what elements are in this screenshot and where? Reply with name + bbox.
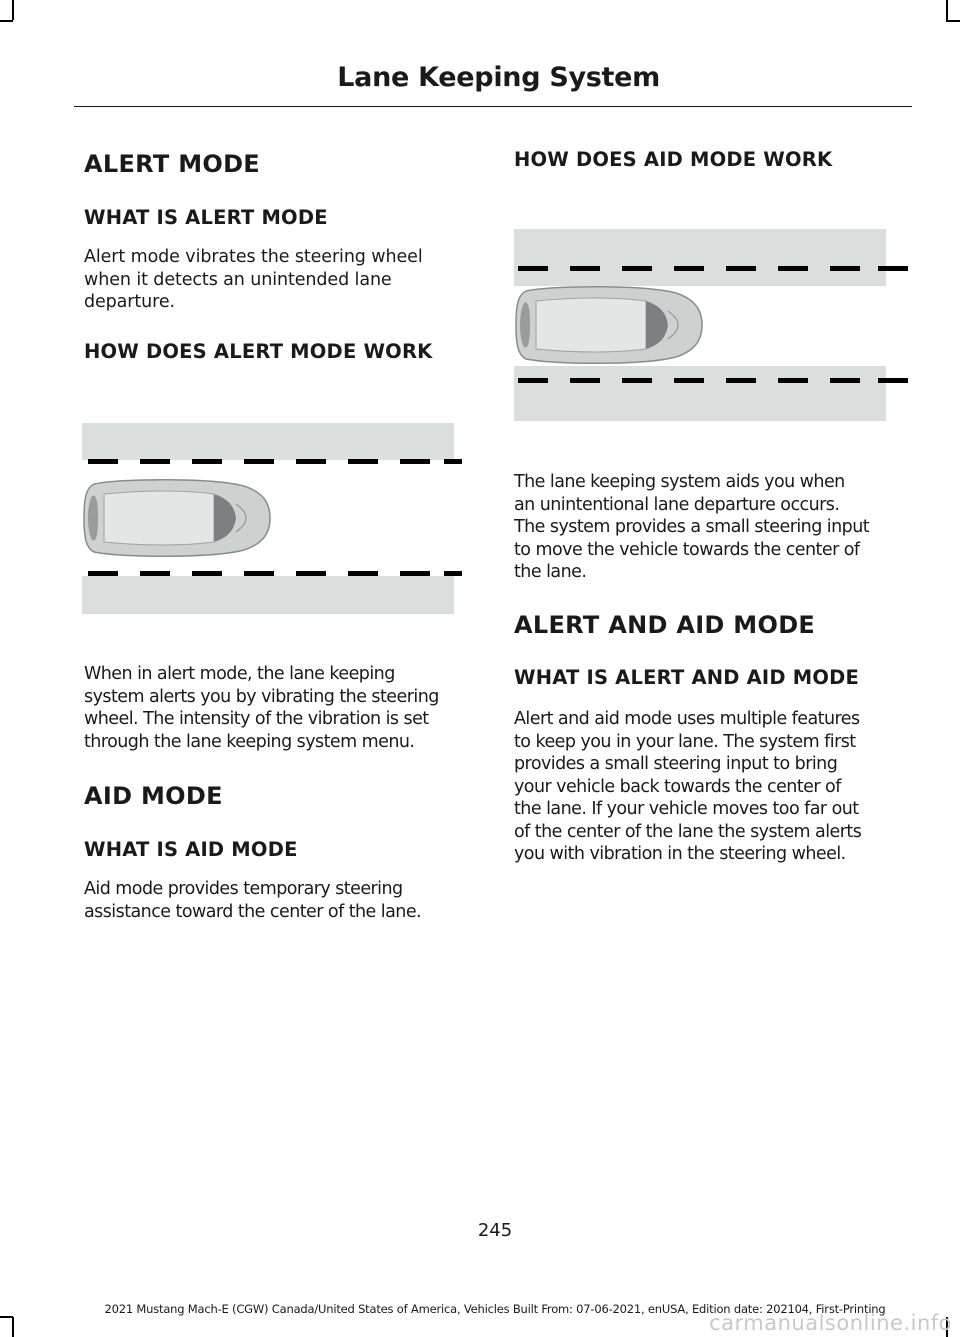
footer-edition-info: 2021 Mustang Mach-E (CGW) Canada/United States of America, Vehicles Built From: 07-06-2021, enUSA, Edition date: 202104, First-Printing [104,1302,886,1316]
text-line: the lane. If your vehicle moves too far out [514,799,859,819]
what-is-alert-mode-text [84,246,484,314]
header-divider [74,106,912,107]
text-line: of the center of the lane the system alerts [514,821,862,842]
text-line: to move the vehicle towards the center of [514,539,860,560]
lane-shoulder-bottom [514,366,886,421]
alert-mode-heading: ALERT MODE [84,150,260,178]
alert-mode-text [84,663,484,753]
text-line: Alert and aid mode uses multiple features [514,709,860,729]
text-line: The system provides a small steering input [514,517,870,537]
what-is-aid-mode-text [84,878,484,923]
text-line: system alerts you by vibrating the steering [84,686,439,707]
text-line: an unintentional lane departure occurs. [514,494,840,515]
text-line: when it detects an unintended lane [84,269,392,290]
lane-shoulder-top [514,229,886,286]
text-line: assistance toward the center of the lane. [84,901,422,922]
crop-mark-top-right-vertical [946,0,948,20]
alert-and-aid-mode-text [514,708,914,866]
text-line: Aid mode provides temporary steering [84,879,403,899]
alert-mode-illustration [82,423,462,614]
page-title: Lane Keeping System [337,62,660,93]
aid-mode-illustration [512,229,910,421]
text-line: The lane keeping system aids you when [514,472,845,492]
lane-shoulder-bottom [82,576,454,614]
text-line: Alert mode vibrates the steering wheel [84,247,423,267]
text-line: your vehicle back towards the center of [514,776,841,797]
crop-mark-bottom-left-horizontal [0,1316,13,1318]
crop-mark-bottom-left-vertical [12,1317,14,1337]
what-is-aid-mode-heading: WHAT IS AID MODE [84,838,298,861]
alert-and-aid-mode-heading: ALERT AND AID MODE [514,611,816,639]
crop-mark-top-left-horizontal [0,20,13,22]
how-does-aid-mode-work-heading: HOW DOES AID MODE WORK [514,148,833,171]
text-line: wheel. The intensity of the vibration is set [84,709,429,729]
crop-mark-top-left-vertical [12,0,14,20]
text-line: the lane. [514,562,587,582]
car-icon [84,480,270,557]
text-line: through the lane keeping system menu. [84,731,415,752]
aid-mode-text [514,471,914,584]
what-is-alert-and-aid-mode-heading: WHAT IS ALERT AND AID MODE [514,666,860,689]
lane-marking-bottom [88,571,462,576]
crop-mark-top-right-horizontal [946,20,960,22]
text-line: departure. [84,292,175,312]
text-line: you with vibration in the steering wheel. [514,844,846,864]
text-line: When in alert mode, the lane keeping [84,664,395,684]
aid-mode-heading: AID MODE [84,782,223,810]
text-line: provides a small steering input to bring [514,754,838,774]
what-is-alert-mode-heading: WHAT IS ALERT MODE [84,206,328,229]
watermark: carmanualsonline.info [709,1311,952,1335]
car-icon [516,287,702,364]
page-number: 245 [477,1220,513,1241]
text-line: to keep you in your lane. The system first [514,731,856,752]
how-does-alert-mode-work-heading: HOW DOES ALERT MODE WORK [84,340,433,363]
lane-shoulder-top [82,423,454,460]
